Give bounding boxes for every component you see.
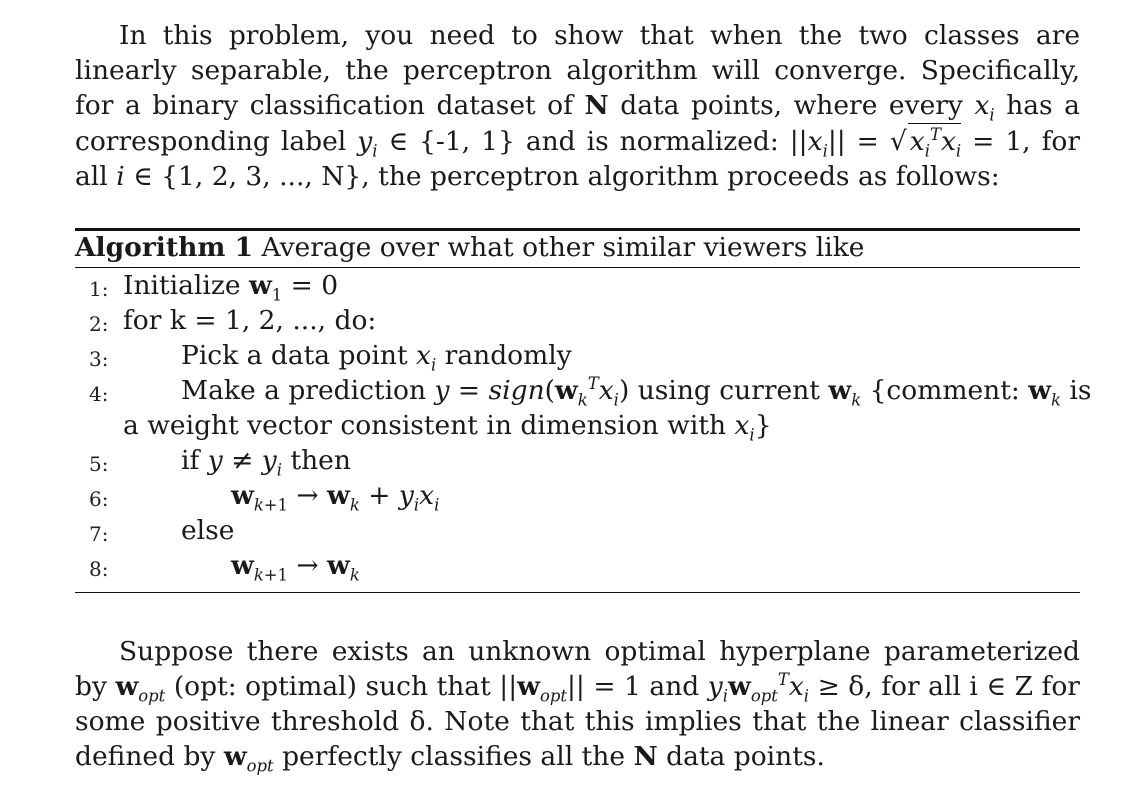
line-text: Initialize $w_1 = 0$ <box>123 270 339 305</box>
intro-text-1: In this problem, you need to show that when the two classes are linearly separable, the perceptron algorithm will converge. Specifically, for a binary classification dataset of <box>75 20 1080 121</box>
outro-text-1: Suppose there exists an unknown optimal hyperplane parameterized by <box>75 636 1080 702</box>
intro-text-7: ∈ {1, 2, 3, ..., N}, <box>133 161 370 192</box>
line-text: Make a prediction $y = sign(w_k^Tx_i)$ using current $w_k$ {comment: $w_k$ is <box>181 374 1092 410</box>
sqrt-expression: $x_i^Tx_i$ <box>908 123 961 159</box>
outro-text-3: || = 1 and <box>566 671 700 702</box>
outro-bold-n: N <box>633 741 658 772</box>
line-text: $w_{k+1} \to w_k + y_ix_i$ <box>231 480 440 515</box>
line-text: if $y \ne y_i$ then <box>181 445 351 480</box>
intro-bold-n: N <box>584 90 609 121</box>
algorithm-label: Algorithm 1 <box>75 232 254 263</box>
line-number: 7: <box>89 522 109 546</box>
line-number: 3: <box>89 347 109 371</box>
intro-text-6: = 1, for all <box>75 126 1081 192</box>
outro-paragraph: Suppose there exists an unknown optimal hyperplane parameterized by $w_{opt}$ (opt: optimal) such that $||w_{opt}|| = 1$ and $y_iw_{opt}^Tx_i \ge \delta$, for all i ∈ Z for some positive threshold δ. Note that this implies that the linear classifier defined by $w_{opt}$ perfectly classifies all the N data points. <box>75 636 1080 776</box>
intro-text-2: data points, where every <box>620 90 963 121</box>
outro-text-6: data points. <box>666 741 825 772</box>
line-number: 1: <box>89 277 109 301</box>
outro-text-2: (opt: optimal) such that || <box>173 671 518 702</box>
line-number: 4: <box>89 382 109 406</box>
line-text: else <box>181 515 235 546</box>
line-text: for k = 1, 2, ..., do: <box>123 305 377 336</box>
line-number: 2: <box>89 312 109 336</box>
line-text: $w_{k+1} \to w_k$ <box>231 550 360 585</box>
line-number: 8: <box>89 557 109 581</box>
line-number: 5: <box>89 452 109 476</box>
intro-text-4: ∈ {-1, 1} and is normalized: || <box>388 126 808 157</box>
sqrt-symbol: √ <box>889 126 907 157</box>
intro-text-5: || = <box>827 126 879 157</box>
algorithm-bottom-rule <box>75 592 1080 593</box>
intro-text-3: has a corresponding label <box>75 90 1080 157</box>
algorithm-line-4-continued: a weight vector consistent in dimension with $x_i$} <box>123 410 772 445</box>
algorithm-caption: Average over what other similar viewers like <box>261 232 865 263</box>
algorithm-title <box>75 230 864 265</box>
line-text: Pick a data point $x_i$ randomly <box>181 340 572 375</box>
outro-text-4: ≥ δ, for all i ∈ Z for some positive threshold δ. Note that this implies that the linear classifier defined by <box>75 671 1080 772</box>
outro-text-5: perfectly classifies all the <box>282 741 626 772</box>
intro-text-8: the perceptron algorithm proceeds as follows: <box>378 161 1000 192</box>
intro-paragraph: In this problem, you need to show that when the two classes are linearly separable, the perceptron algorithm will converge. Specifically, for a binary classification dataset of N data points, where every $x_i$ has a corresponding label $y_i$ ∈ {-1, 1} and is normalized: $||x_i||$ = √ $x_i^Tx_i = 1$, for all i ∈ {1, 2, 3, ..., N}, the perceptron algorithm proceeds as follows: <box>75 20 1081 192</box>
line-number: 6: <box>89 487 109 511</box>
